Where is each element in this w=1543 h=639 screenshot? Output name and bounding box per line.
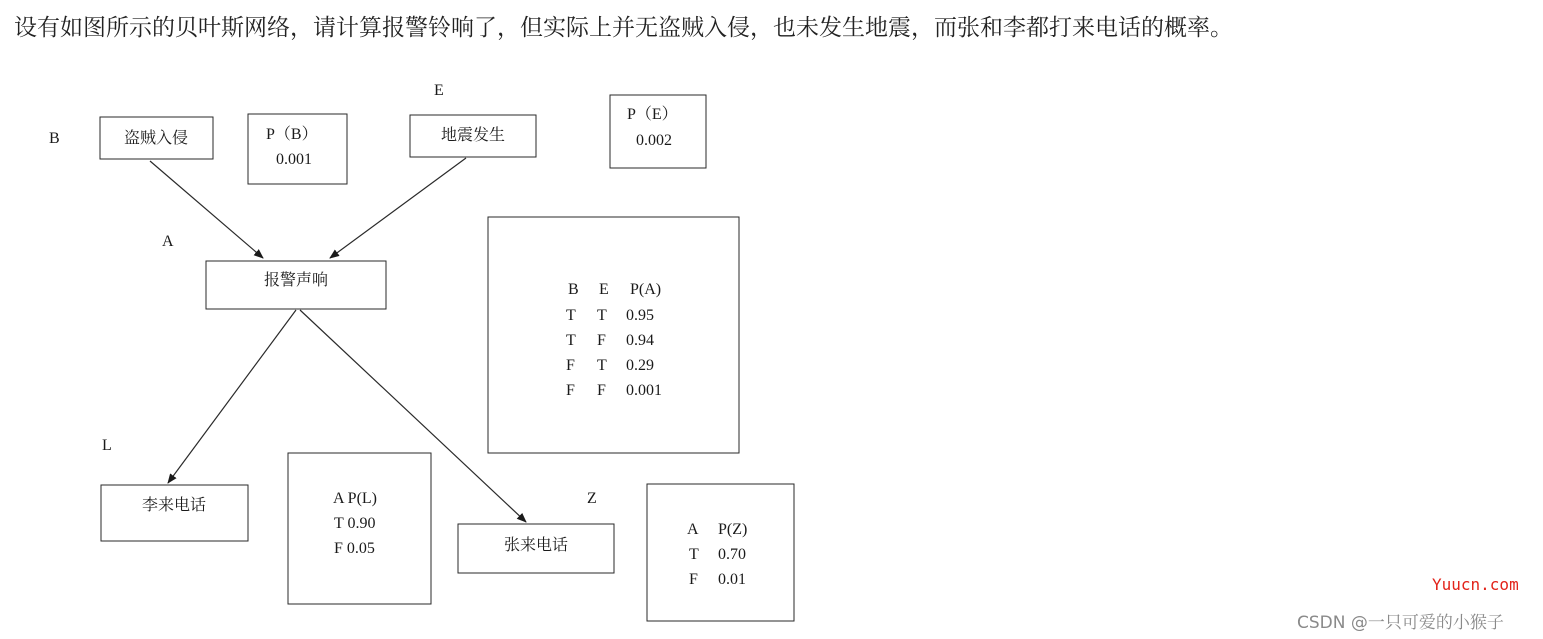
pe-value: 0.002 [636,132,672,149]
node-letter-e: E [434,82,444,99]
watermark-csdn: CSDN @一只可爱的小猴子 [1297,613,1504,633]
pa-row2-e: F [597,332,606,349]
pz-row1-a: T [689,546,699,563]
table-box-pb [248,114,347,184]
watermark-yuucn: Yuucn.com [1432,575,1519,594]
pa-row4-e: F [597,382,606,399]
pa-row3-e: T [597,357,607,374]
question-text: 设有如图所示的贝叶斯网络，请计算报警铃响了，但实际上并无盗贼入侵，也未发生地震，而张和李都打来电话的概率。 [14,15,1233,41]
pa-row2-p: 0.94 [626,332,654,349]
node-letter-l: L [102,437,112,454]
pa-row2-b: T [566,332,576,349]
edge-earthquake-to-alarm [330,158,466,258]
pa-row4-p: 0.001 [626,382,662,399]
pz-header-pz: P(Z) [718,521,748,538]
pz-row2-a: F [689,571,698,588]
node-letter-z: Z [587,490,597,507]
pb-value: 0.001 [276,151,312,168]
pa-row4-b: F [566,382,575,399]
node-label-li-call: 李来电话 [141,495,207,514]
pa-row1-p: 0.95 [626,307,654,324]
node-label-burglary: 盗贼入侵 [123,128,189,147]
pa-row3-p: 0.29 [626,357,654,374]
node-label-zhang-call: 张来电话 [503,535,569,554]
pl-row2: F 0.05 [334,540,375,557]
pa-row1-b: T [566,307,576,324]
pa-row1-e: T [597,307,607,324]
table-box-pa [488,217,739,453]
edge-alarm-to-li [168,310,296,483]
pz-row2-p: 0.01 [718,571,746,588]
pa-header-pa: P(A) [630,281,662,298]
node-letter-a: A [162,233,174,250]
pb-header: P（B） [266,126,318,143]
pl-row1: T 0.90 [334,515,376,532]
node-label-earthquake: 地震发生 [440,125,506,144]
pz-header-a: A [687,521,699,538]
pa-header-e: E [599,281,609,298]
node-label-alarm: 报警声响 [263,270,329,289]
pa-header-b: B [568,281,579,298]
node-letter-b: B [49,130,60,147]
pe-header: P（E） [627,106,678,123]
pa-row3-b: F [566,357,575,374]
pl-header: A P(L) [333,490,377,507]
pz-row1-p: 0.70 [718,546,746,563]
